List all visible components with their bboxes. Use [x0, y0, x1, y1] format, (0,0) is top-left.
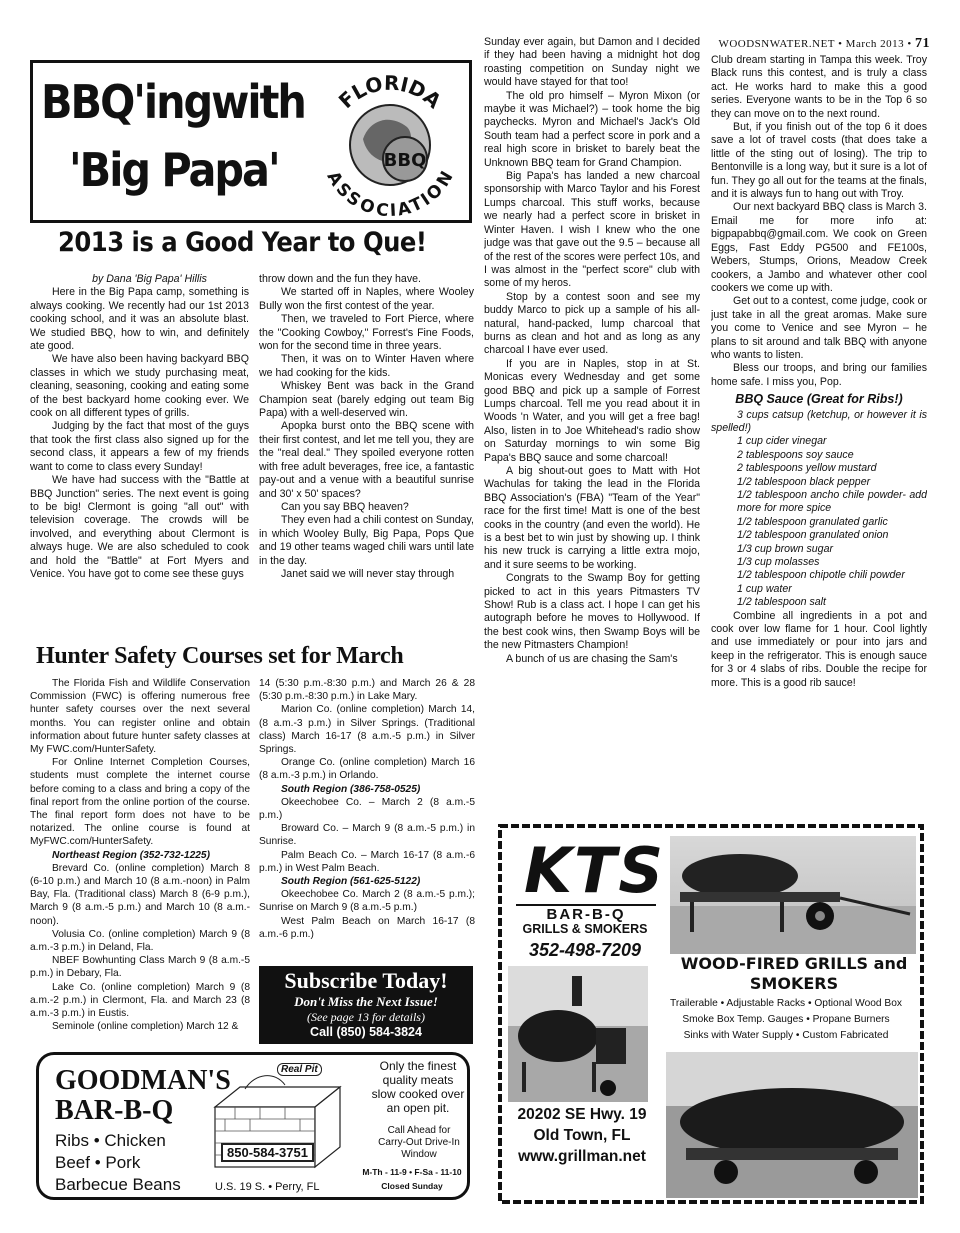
site-name: WOODSNWATER.NET — [718, 38, 835, 50]
paragraph: Our next backyard BBQ class is March 3. Email me for more info at: bigpapabbq@gmail.com. We cook on Green Eggs, Fast Eddy PG500 and FE100s, Webers, Stumps, Orions, Meadow Creek cookers, a Jambo and whatever other cool cookers we come up with. — [711, 201, 927, 294]
paragraph: Okeechobee Co. – March 2 (8 a.m.-5 p.m.) — [259, 796, 475, 822]
smoker-photo-2 — [666, 1052, 918, 1198]
running-header: WOODSNWATER.NET • March 2013 • 71 — [718, 36, 930, 51]
article-column-2 — [259, 273, 474, 643]
kts-feature-1: Trailerable • Adjustable Racks • Optional Wood Box — [670, 998, 902, 1009]
hunter-safety-headline: Hunter Safety Courses set for March — [36, 643, 404, 669]
goodmans-phone: 850-584-3751 — [221, 1143, 314, 1162]
paragraph: A big shout-out goes to Matt with Hot Wachulas for taking the lead in the Florida BBQ Association's (FBA) "Team of the Year" race for the first time! Matt is one of the best cooks in the country (and even the world). He is a best bet to win just by showing up. I think his new truck is carrying a little extra mojo, and it sure seems to be working. — [484, 465, 700, 571]
article-column-3 — [484, 36, 700, 808]
paragraph: Brevard Co. (online completion) March 8 (6-10 p.m.) and March 10 (8 a.m.-noon) in Palm Bay, Fla. (Traditional class) March 8 (6-9 p.m.), March 9 (8 a.m.-5 p.m.) and March 10 (8 a.m.-noon). — [30, 862, 250, 927]
recipe-ingredient: 1 cup cider vinegar — [737, 435, 827, 448]
paragraph: Can you say BBQ heaven? — [281, 500, 409, 513]
kts-address-1: 20202 SE Hwy. 19 — [517, 1106, 647, 1123]
smoker-photo-1 — [508, 966, 648, 1102]
goodmans-menu-2: Beef • Pork — [55, 1153, 141, 1172]
kts-logo: KTS — [524, 834, 665, 907]
paragraph: They even had a chili contest on Sunday, in which Wooley Bully, Big Papa, Pops Que and 19 other teams waged chili wars until late in the day. — [259, 514, 474, 567]
paragraph: Lake Co. (online completion) March 9 (8 a.m.-2 p.m.) in Clermont, Fla. and March 23 (8 a.m.-3 p.m.) in Eustis. — [30, 981, 250, 1020]
florida-bbq-association-logo — [315, 69, 465, 217]
kts-website[interactable]: www.grillman.net — [518, 1148, 646, 1165]
kts-feature-2: Smoke Box Temp. Gauges • Propane Burners — [682, 1014, 890, 1025]
paragraph: For Online Internet Completion Courses, students must complete the internet course before coming to a class and bring a copy of the final report from the online portion of the course. The final report form does not have to be notarized. The online course is found at MyFWC.com/HunterSafety. — [30, 757, 250, 848]
article-column-1 — [30, 273, 249, 643]
paragraph: Big Papa's has landed a new charcoal sponsorship with Marco Taylor and his Forest Lumps charcoal. This stuff works, because we nearly had a perfect score in brisket in Winter Haven. I wish I knew who the one judge was that gave out the 9.5 – because all of the rest of the scores were perfect 10s, and I was almost in the "perfect score" club with some of my heros. — [484, 170, 700, 290]
goodmans-menu-1: Ribs • Chicken — [55, 1131, 166, 1150]
kts-headline: WOOD-FIRED GRILLS and SMOKERS — [680, 954, 908, 993]
brick-pit-illustration — [205, 1067, 347, 1179]
recipe-ingredient: 2 tablespoons yellow mustard — [737, 462, 877, 475]
goodmans-name: GOODMAN'S — [55, 1065, 231, 1096]
paragraph: If you are in Naples, stop in at St. Monicas every Wednesday and get some good BBQ and pick up a sample of Forrest Lumps charcoal. Tell me you read about it in Woods 'n Water, and you will get a free bag! Also, listen in to Joe Whitehead's radio show on Saturday mornings to win some Big Papa's BBQ sauce and some charcoal! — [484, 357, 700, 464]
page-number: 71 — [915, 36, 930, 51]
recipe-ingredient: 2 tablespoons soy sauce — [737, 448, 854, 461]
region-heading: Northeast Region (352-732-1225) — [52, 849, 210, 861]
region-heading: South Region (561-625-5122) — [281, 876, 421, 888]
goodmans-menu-3: Barbecue Beans — [55, 1175, 181, 1194]
issue-date: March 2013 — [845, 38, 905, 50]
paragraph: We have had success with the "Battle at BBQ Junction" series. The next event is going to be big! Clermont is going "all out" with television coverage. The crowds will be involved, and everything about Clermont is always huge. We are also scheduled to cook and hold the "Battle" at Fort Myers and Venice. You have got to come see these guys — [30, 474, 249, 580]
hunter-safety-column-2 — [259, 677, 475, 965]
goodmans-closed: Closed Sunday — [381, 1181, 443, 1191]
goodmans-tagline: Only the finest quality meats slow cooked over an open pit. — [371, 1059, 465, 1115]
logo-association-text: ASSOCIATION — [322, 168, 458, 217]
paragraph: Then, we traveled to Fort Pierce, where the "Cooking Cowboy," Forrest's Fine Foods, won for the second time in three years. — [259, 313, 474, 353]
paragraph: The old pro himself – Myron Mixon (or maybe it was Michael?) – took home the big paychecks. Myron and Michael's Jack's Old South team had a perfect score in pork and a real high score in brisket to barely beat the Unknown BBQ team for Grand Champion. — [484, 89, 700, 169]
recipe-ingredient: 1/3 cup molasses — [737, 556, 820, 569]
paragraph: Orange Co. (online completion) March 16 (8 a.m.-3 p.m.) in Orlando. — [259, 757, 475, 782]
kts-grills-smokers: GRILLS & SMOKERS — [522, 922, 648, 936]
subscribe-box[interactable] — [259, 966, 473, 1044]
banner-title-line2: 'Big Papa' — [69, 143, 279, 197]
paragraph: Palm Beach Co. – March 16-17 (8 a.m.-6 p.m.) in West Palm Beach. — [259, 849, 475, 874]
real-pit-label: Real Pit — [277, 1063, 322, 1076]
recipe-ingredient: 1/3 cup brown sugar — [737, 542, 833, 555]
paragraph: Seminole (online completion) March 12 & — [52, 1021, 239, 1033]
hunter-safety-column-1 — [30, 677, 250, 1047]
paragraph: NBEF Bowhunting Class March 9 (8 a.m.-5 p.m.) in Debary, Fla. — [30, 955, 250, 980]
recipe-ingredient: 1/2 tablespoon chipotle chili powder — [737, 569, 905, 582]
recipe-title: BBQ Sauce (Great for Ribs!) — [735, 392, 903, 407]
logo-bbq-text: BBQ — [383, 150, 427, 171]
paragraph: Whiskey Bent was back in the Grand Champion seat (barely edging out team Big Papa) with a well-deserved win. — [259, 380, 474, 420]
paragraph: A bunch of us are chasing the Sam's — [506, 652, 678, 665]
kts-feature-3: Sinks with Water Supply • Custom Fabricated — [683, 1030, 889, 1041]
recipe-ingredient: 1/2 tablespoon ancho chile powder- add more for more spice — [737, 489, 927, 515]
paragraph: Broward Co. – March 9 (8 a.m.-5 p.m.) in Sunrise. — [259, 823, 475, 848]
paragraph: Marion Co. (online completion) March 14, (8 a.m.-3 p.m.) in Silver Springs. (Traditional class) March 16-17 (8 a.m.-5 p.m.) in Silver Springs. — [259, 704, 475, 756]
paragraph: Congrats to the Swamp Boy for getting picked to act in this years Pitmasters TV Show! Rub is a class act. I hope I can get his autograph before he moves to Hollywood. If the best cook wins, then Swamp Boys will be the new Pitmasters Champion! — [484, 572, 700, 652]
paragraph: Janet said we will never stay through — [281, 567, 455, 580]
recipe-ingredient: 1/2 tablespoon granulated onion — [737, 529, 889, 542]
bbq-banner — [30, 60, 472, 223]
recipe-ingredient: 3 cups catsup (ketchup, or however it is spelled!) — [711, 408, 927, 434]
subscribe-title: Subscribe Today! — [284, 968, 448, 993]
article-headline: 2013 is a Good Year to Que! — [58, 227, 427, 258]
recipe-ingredient: 1/2 tablespoon black pepper — [737, 475, 871, 488]
paragraph: Then, it was on to Winter Haven where we had cooking for the kids. — [259, 353, 474, 379]
paragraph: Volusia Co. (online completion) March 9 (8 a.m.-3 p.m.) in Deland, Fla. — [30, 928, 250, 954]
paragraph: The Florida Fish and Wildlife Conservation Commission (FWC) is offering numerous free hunter safety courses over the next several months. You can register online and obtain information about future hunter safety classes at My FWC.com/HunterSafety. — [30, 678, 250, 756]
byline: by Dana 'Big Papa' Hillis — [92, 273, 207, 285]
kts-bbq-ad — [494, 820, 928, 1208]
paragraph: Okeechobee Co. March 2 (8 a.m.-5 p.m.); Sunrise on March 9 (8 a.m.-5 p.m.) — [259, 889, 475, 914]
paragraph: Club dream starting in Tampa this week. Troy Black runs this contest, and is truly a class act. He works hard to make this a good series. Everyone wants to be in the Top 6 so they can move on to the next round. — [711, 54, 927, 120]
paragraph: Get out to a contest, come judge, cook or just take in all the great aromas. Make sure you come to Venice and see Myron – he plans to sit around and talk BBQ with anyone who wants to listen. — [711, 295, 927, 361]
recipe-directions: Combine all ingredients in a pot and cook over low flame for 1 hour. Cool lightly and use immediately or pour into jars and keep in the refrigerator. This is enough sauce for 3 or 4 slabs of ribs. Double the recipe for more. This is a good rib sauce! — [711, 609, 927, 689]
goodmans-barbq: BAR-B-Q — [55, 1095, 174, 1126]
paragraph: throw down and the fun they have. — [259, 273, 421, 285]
kts-subtitle: BAR-B-Q — [516, 904, 656, 923]
paragraph: Sunday ever again, but Damon and I decided if they had been having a midnight hot dog roasting competition on Sunday night we would have stayed for that too! — [484, 36, 700, 89]
paragraph: Apopka burst onto the BBQ scene with their first contest, and let me tell you, they are the "real deal." They spoiled everyone rotten with free adult beverages, free ice, a fantastic pay-out and a venue with a beautiful sunrise and 30' x 50' spaces? — [259, 420, 474, 500]
recipe-ingredient-list — [711, 435, 927, 609]
kts-phone: 352-498-7209 — [528, 940, 642, 960]
recipe-ingredient: 1/2 tablespoon salt — [737, 596, 826, 609]
kts-address-2: Old Town, FL — [533, 1127, 631, 1144]
paragraph: Judging by the fact that most of the guys that took the first class also signed up for the second class, it appears a few of my friends want to come to class every Sunday! — [30, 420, 249, 473]
paragraph: Here in the Big Papa camp, something is always cooking. We recently had our 1st 2013 cooking school, and it was an absolute blast. We studied BBQ, how to win, and definitely ate good. — [30, 286, 249, 353]
paragraph: West Palm Beach on March 16-17 (8 a.m.-6 p.m.) — [259, 915, 475, 940]
paragraph: We have also been having backyard BBQ classes in which we study purchasing meat, cleaning, seasoning, cooking and eating some of the best backyard home cooking ever. We cook on all different types of grills. — [30, 353, 249, 420]
paragraph: 14 (5:30 p.m.-8:30 p.m.) and March 26 & 28 (5:30 p.m.-8:30 p.m.) in Lake Mary. — [259, 678, 475, 703]
region-heading: South Region (386-758-0525) — [281, 783, 421, 795]
recipe-ingredient: 1/2 tablespoon granulated garlic — [737, 515, 888, 528]
subscribe-phone: Call (850) 584-3824 — [310, 1025, 422, 1039]
paragraph: But, if you finish out of the top 6 it does save a lot of travel costs (that does take a little of the sting out of losing). The trip to Bentonville is a long way, but it sure is a lot of fun. They go all out for the teams at the finals, and it is always fun to hang out with Troy. — [711, 121, 927, 201]
goodmans-carryout: Call Ahead for Carry-Out Drive-In Window — [378, 1125, 460, 1160]
paragraph: Bless our troops, and bring our families home safe. I miss you, Pop. — [711, 362, 927, 388]
goodmans-bbq-ad — [36, 1052, 470, 1200]
goodmans-hours: M-Th - 11-9 • F-Sa - 11-10 — [362, 1167, 462, 1177]
paragraph: We started off in Naples, where Wooley Bully won the first contest of the year. — [259, 286, 474, 312]
recipe-ingredient: 1 cup water — [737, 582, 792, 595]
subscribe-line1: Don't Miss the Next Issue! — [294, 994, 438, 1009]
logo-florida-text: FLORIDA — [333, 70, 447, 114]
subscribe-line2: (See page 13 for details) — [307, 1010, 425, 1024]
banner-title-line1: BBQ'ingwith — [41, 75, 305, 129]
goodmans-location: U.S. 19 S. • Perry, FL — [215, 1181, 320, 1193]
paragraph: Stop by a contest soon and see my buddy Marco to pick up a sample of his all-natural, hand-packed, lump charcoal that burns as clean and hot and as long as any charcoal I have ever used. — [484, 290, 700, 357]
article-column-4 — [711, 54, 927, 810]
trailer-smoker-photo — [670, 836, 916, 954]
